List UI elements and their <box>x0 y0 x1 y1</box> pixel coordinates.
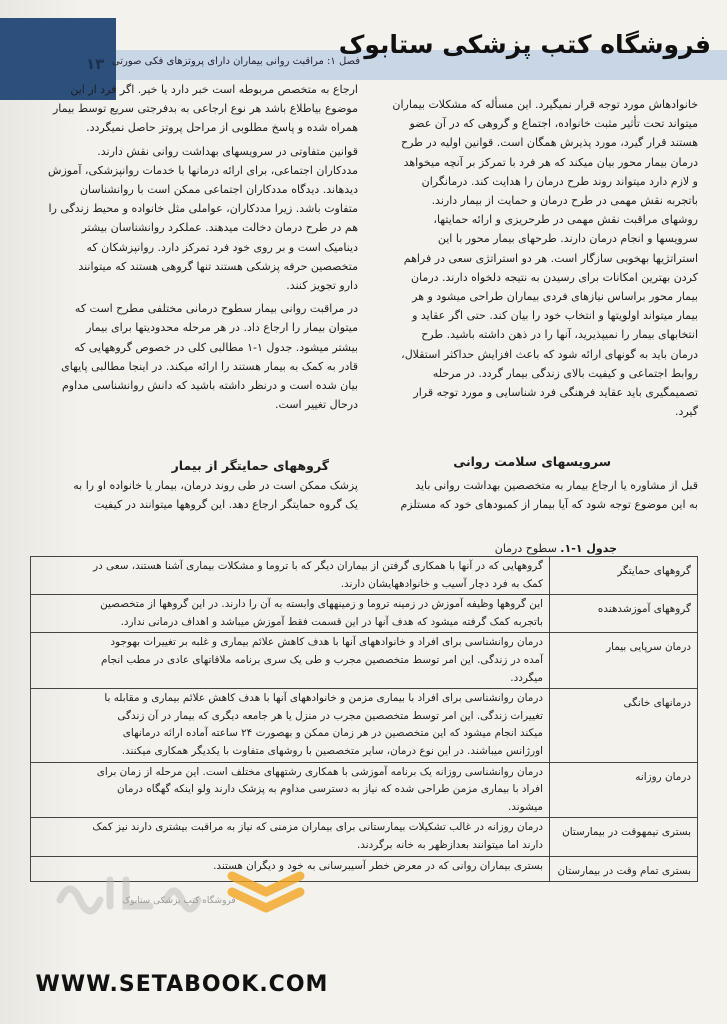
table-cell-desc <box>31 595 550 633</box>
table-cell-name: گروههای آموزشدهنده <box>550 595 698 633</box>
watermark-caption: فروشگاه کتب پزشکی ستابوک <box>122 896 236 906</box>
logo-chevrons-icon <box>232 876 300 908</box>
right-line: بیمار محور براساس نیازهای فردی بیماران طراحی میشود و هر <box>412 290 698 304</box>
right-line: بیمار میتواند اولویتها و انتخاب خود را بیان کند. حتی اگر عقاید و <box>412 309 698 323</box>
left-line: دارو تجویز کنند. <box>286 279 358 293</box>
mental-health-heading: سرویسهای سلامت روانی <box>453 454 611 469</box>
desc-line: کمک به فرد دچار آسیب و خانوادههایشان دارند. <box>340 577 543 590</box>
table-cell-name: بستری تمام وقت در بیمارستان <box>550 856 698 882</box>
table-caption <box>495 542 617 555</box>
desc-line: باتجربه کمک گرفته میشود که هدف آنها در این قسمت فقط آموزش میباشد و اهداف درمانی ندارد. <box>120 615 543 628</box>
table-cell-desc <box>31 557 550 595</box>
desc-line: گروههایی که در آنها با همکاری گرفتن از بیماران دیگر که با تروما و مشکلات بیماری آشنا هستند، سعی در <box>93 560 543 572</box>
table-cell-desc <box>31 633 550 689</box>
table-cell-desc <box>31 762 550 818</box>
right-line: انتخابهای بیمار را نمیپذیرید، آنها را در ذهن داشته باشید. طرح <box>421 328 698 342</box>
table-cell-name: گروههای حمایتگر <box>550 557 698 595</box>
support-groups-heading: گروههای حمایتگر از بیمار <box>171 458 329 473</box>
right-line: درمان باید به گونهای ارائه شود که باعث افزایش حداکثر استقلال، <box>401 347 698 361</box>
table-row <box>31 633 698 689</box>
left-line: مددکاران اجتماعی، برای ارائه درمانها با خدمات روانپزشکی، آموزش <box>48 163 358 177</box>
desc-line: بستری بیماران روانی که در معرض خطر آسیبرسانی به خود و دیگران هستند. <box>213 859 543 872</box>
desc-line: درمان روزانه در غالب تشکیلات بیمارستانی برای بیماران مزمنی که نیاز به مراقبت بیشتری دارند نیز کمک <box>92 821 543 834</box>
desc-line: میشوند. <box>508 800 543 813</box>
table-caption-label: جدول ۱-۱. <box>560 542 617 555</box>
table-row <box>31 557 698 595</box>
table-cell-name: درمانهای خانگی <box>550 689 698 762</box>
table-cell-desc <box>31 818 550 856</box>
desc-line: تغییرات زندگی. این امر توسط متخصصین مجرب در منزل یا هر جامعه دیگری که بیمار در آن زندگی <box>117 709 543 722</box>
right-line: میتواند تحت تأثیر مثبت خانواده، اجتماع و گروهی که در آن عضو <box>409 117 698 131</box>
desc-line: دارند اما میتوانند بعدازظهر به خانه برگردند. <box>356 838 543 851</box>
left-line: قادر به کمک به بیمار هستند را ارائه میکند. در اینجا مطالبی پایهای <box>61 359 358 373</box>
right-line: روشهای مراقبت نقش مهمی در طرحریزی و ارائه حمایتها، <box>433 213 698 227</box>
table-row <box>31 762 698 818</box>
right-line: استراتژیها بهخوبی سازگار است. هر دو استراتژی سعی در فراهم <box>403 251 698 265</box>
site-url: WWW.SETABOOK.COM <box>35 972 329 997</box>
desc-line: درمان روانشناسی برای افراد با بیماری مزمن و خانوادههای آنها با هدف کاهش علائم بیماری و مقابله با <box>104 692 543 705</box>
left-line: درحال تغییر است. <box>275 398 358 412</box>
right-column-text <box>372 95 698 421</box>
mental-health-paragraph <box>372 476 698 514</box>
left-line: در مراقبت روانی بیمار سطوح درمانی مختلفی مطرح است که <box>74 302 358 316</box>
left-line: دینامیک است و بر روی خود فرد تمرکز دارد. روانپزشکان که <box>86 240 358 254</box>
left-line: میتوان بیمار را ارجاع داد. در هر مرحله محدودیتها برای بیمار <box>86 321 358 335</box>
store-title: فروشگاه کتب پزشکی ستابوک <box>338 30 711 59</box>
left-line: بیان شده است و درنظر داشته باشید که دانش روانشناسی مداوم <box>61 379 358 393</box>
desc-line: اورژانس میباشند. در این نوع درمان، سایر متخصصین با روشهای متفاوت با یکدیگر همکاری میکنند. <box>121 744 543 757</box>
support-line: پزشک ممکن است در طی روند درمان، بیمار یا خانواده او را به <box>73 479 358 492</box>
right-line: سرویسها و انجام درمان دارند. طرحهای بیمار محور با این <box>437 232 698 246</box>
levels-of-care-table <box>30 556 698 882</box>
table-cell-name: بستری نیمهوقت در بیمارستان <box>550 818 698 856</box>
table-caption-text: سطوح درمان <box>494 542 557 555</box>
left-line: ارجاع به متخصص مربوطه است خبر دارد یا خیر. اگر فرد از این <box>70 83 358 96</box>
setabook-logo-watermark <box>40 862 340 924</box>
desc-line: این گروهها وظیفه آموزش در زمینه تروما و زمینههای وابسته به آن را دارند. در این گروهها از متخصصین <box>100 598 543 611</box>
right-line: کردن بهترین امکانات برای رسیدن به نتیجه دلخواه دارند. درمان <box>411 270 698 284</box>
left-line: موضوع بیاطلاع باشد هر نوع ارجاعی به بدفرجتی سریع توسط بیمار <box>53 102 358 116</box>
desc-line: درمان روانشناسی روزانه یک برنامه آموزشی با همکاری رشتههای مختلف است. این مرحله از زمان برای <box>96 765 543 778</box>
left-line: دیدهاند. دیدگاه مددکاران اجتماعی ممکن است با روانشناسان <box>79 183 358 197</box>
left-line: همراه شده و پاسخ مطلوبی از مراحل پروتز حاصل نمیگردد. <box>86 121 358 135</box>
mental-health-line: قبل از مشاوره یا ارجاع بیمار به متخصصین بهداشت روانی باید <box>415 479 698 492</box>
right-line: باتجربه نقش مهمی در طرح درمان و حمایت از بیمار دارند. <box>431 194 698 208</box>
left-line: قوانین متفاوتی در سرویسهای بهداشت روانی نقش دارند. <box>97 144 358 158</box>
desc-line: آمده در زندگی. این امر توسط متخصصین مجرب و طی یک سری برنامه ملاقاتهای عادی در مطب انجام <box>101 653 543 666</box>
right-line: درمان بیمار محور بیان میکند که هر فرد با تمرکز بر آنچه میخواهد <box>403 155 698 169</box>
left-line: متخصصین حرفه پزشکی هستند تنها گروهی هستند که میتوانند <box>78 259 358 273</box>
desc-line: میگردد. <box>510 671 543 684</box>
left-line: متفاوت باشد. زیرا مددکاران، عواملی مثل خانواده و محیط زندگی را <box>48 202 358 216</box>
right-line: خانوادهاش مورد توجه قرار نمیگیرد. این مسأله که مشکلات بیماران <box>392 98 698 111</box>
left-line: بیشتر میشود. جدول ۱-۱ مطالبی کلی در خصوص گروههایی که <box>74 340 358 354</box>
table-row <box>31 818 698 856</box>
table-cell-name: درمان سرپایی بیمار <box>550 633 698 689</box>
table-cell-name: درمان روزانه <box>550 762 698 818</box>
right-line: تصمیمگیری باید عقاید فرهنگی فرد شناسایی و مورد توجه قرار <box>413 386 698 400</box>
support-groups-paragraph <box>38 476 358 514</box>
table-cell-desc <box>31 689 550 762</box>
right-line: و لازم دارد میتواند روند طرح درمان را هدایت کند. درمانگران <box>421 174 698 188</box>
desc-line: درمان روانشناسی برای افراد و خانوادههای آنها با هدف کاهش علائم بیماری و غلبه بر تغییرات بهوجود <box>110 636 543 649</box>
left-line: هم در طرح درمان دخالت میدهند. عملکرد روانشناسان بیشتر <box>81 221 358 235</box>
desc-line: میکند انجام میشود که این متخصصین در هر زمان ممکن و بهصورت ۲۴ ساعته آماده ارائه درمانهای <box>122 727 543 740</box>
support-line: یک گروه حمایتگر ارجاع دهد. این گروهها میتوانند در کیفیت <box>93 498 358 512</box>
mental-health-line: به این موضوع توجه شود که آیا بیمار از کمبودهای خود که مستلزم <box>400 498 698 512</box>
running-head: فصل ۱: مراقبت روانی بیماران دارای پروتزهای فکی صورتی <box>111 56 360 67</box>
right-line: هستند قرار گیرد، مورد پذیرش همگان است. قوانین اولیه در طرح <box>401 136 698 150</box>
left-column-text <box>38 80 358 414</box>
right-line: گیرد. <box>674 405 698 419</box>
page-number: ۱۳ <box>86 55 105 73</box>
table-row <box>31 689 698 762</box>
desc-line: افراد با بیماری مزمن طراحی شده که نیاز به دسترسی مداوم به پزشک دارند ولو اینکه گهگاه درمان <box>117 783 543 796</box>
table-row <box>31 595 698 633</box>
right-line: روابط اجتماعی و کیفیت بالای زندگی بیمار گردد. در مرحله <box>432 366 698 380</box>
